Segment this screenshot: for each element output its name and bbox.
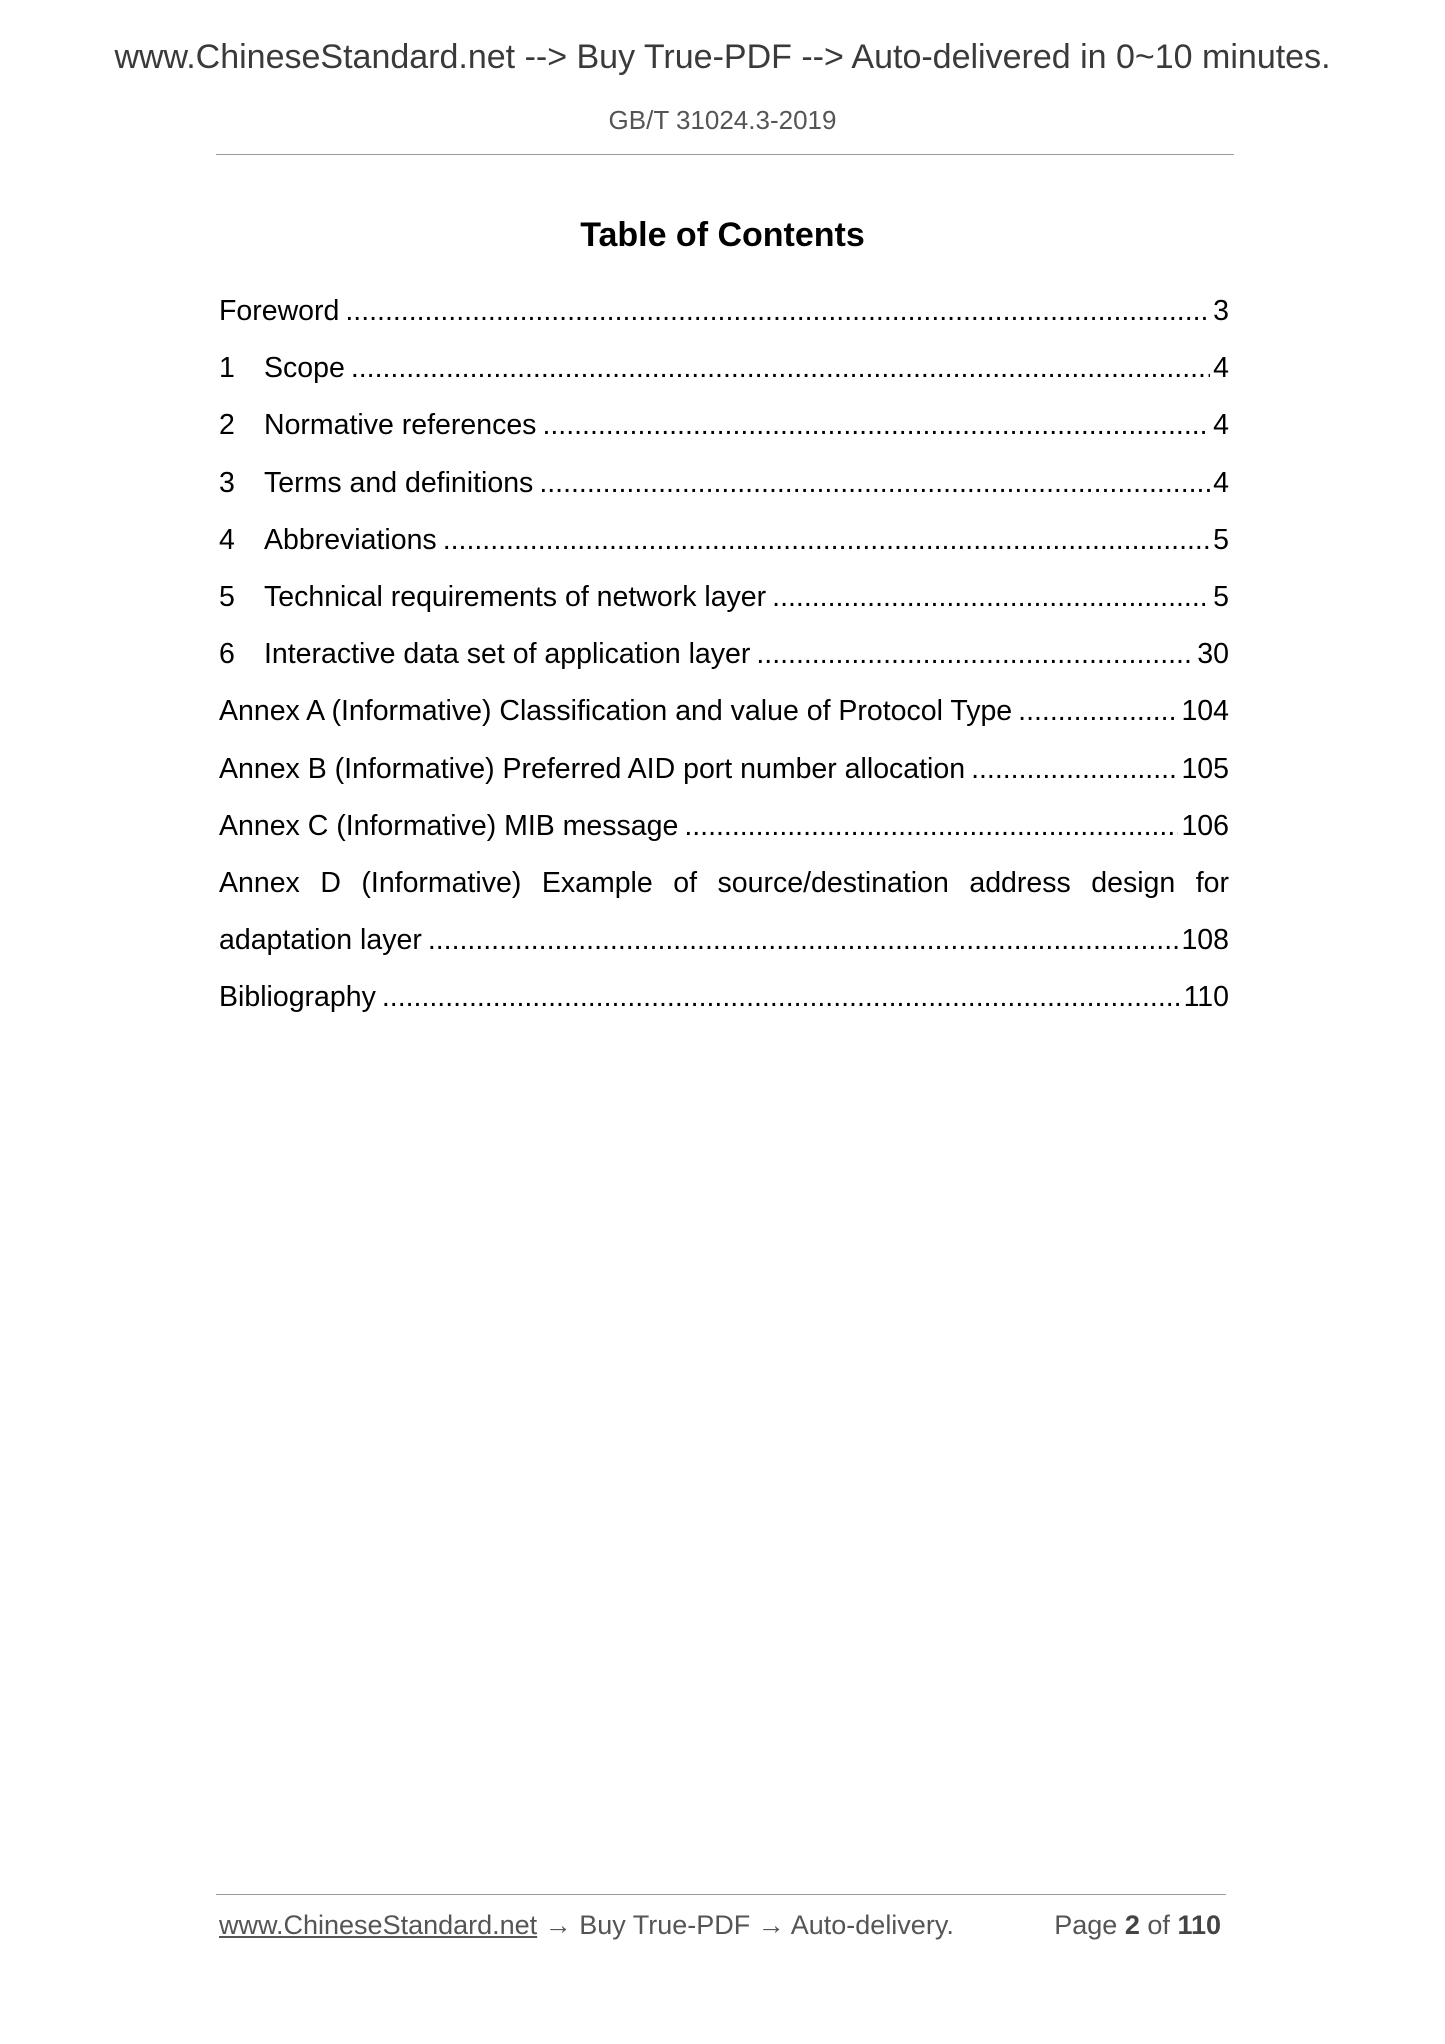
- standard-code: GB/T 31024.3-2019: [608, 105, 837, 135]
- toc-entry-word: Annex: [219, 866, 300, 899]
- toc-entry-page: 110: [1183, 981, 1229, 1014]
- toc-entry-label: Abbreviations: [264, 523, 437, 556]
- toc-entry-label: Bibliography: [219, 981, 376, 1014]
- page-word: Page: [1054, 1910, 1118, 1940]
- toc-entry-number: 6: [219, 638, 235, 671]
- toc-entry-word: D: [320, 866, 341, 899]
- toc-title: Table of Contents: [580, 216, 865, 254]
- dot-leader: [345, 295, 1210, 328]
- toc-entry-page: 5: [1213, 581, 1229, 614]
- toc-entry-number: 5: [219, 581, 235, 614]
- toc-entry-word: for: [1195, 866, 1229, 899]
- toc-entry-page: 104: [1181, 695, 1229, 728]
- toc-entry-label: Foreword: [219, 295, 340, 328]
- toc-entry-annex-a[interactable]: [219, 683, 1229, 740]
- toc-entry-normative-references[interactable]: [219, 397, 1229, 454]
- toc-entry-word: address: [969, 866, 1071, 899]
- table-of-contents: [219, 283, 1229, 1026]
- toc-entry-page: 4: [1213, 409, 1229, 442]
- toc-entry-label: Technical requirements of network layer: [264, 581, 767, 614]
- of-word: of: [1147, 1910, 1170, 1940]
- footer-site-link[interactable]: www.ChineseStandard.net: [219, 1910, 538, 1940]
- toc-entry-foreword[interactable]: [219, 283, 1229, 340]
- dot-leader: [542, 409, 1210, 442]
- toc-entry-scope[interactable]: [219, 340, 1229, 397]
- dot-leader: [351, 352, 1210, 385]
- toc-entry-word: of: [673, 866, 698, 899]
- toc-entry-annex-c[interactable]: [219, 798, 1229, 855]
- header-divider: [216, 154, 1234, 155]
- toc-entry-label: Annex C (Informative) MIB message: [219, 809, 679, 842]
- toc-entry-application-layer[interactable]: [219, 626, 1229, 683]
- toc-entry-number: 4: [219, 523, 235, 556]
- site-banner: www.ChineseStandard.net --> Buy True-PDF --> Auto-delivered in 0~10 minutes.: [114, 38, 1331, 76]
- toc-entry-word: Example: [541, 866, 653, 899]
- toc-entry-page: 5: [1213, 523, 1229, 556]
- toc-entry-label: Annex B (Informative) Preferred AID port number allocation: [219, 752, 966, 785]
- toc-entry-network-layer[interactable]: [219, 569, 1229, 626]
- toc-entry-label-line1: [219, 867, 1229, 900]
- toc-entry-page: 108: [1181, 924, 1229, 957]
- toc-entry-annex-b[interactable]: [219, 741, 1229, 798]
- dot-leader: [684, 810, 1178, 843]
- dot-leader: [971, 753, 1178, 786]
- dot-leader: [1018, 695, 1178, 728]
- dot-leader: [772, 581, 1210, 614]
- toc-entry-annex-d-line1[interactable]: [219, 855, 1229, 912]
- toc-entry-page: 105: [1181, 752, 1229, 785]
- toc-entry-page: 4: [1213, 352, 1229, 385]
- page-number: [1054, 1910, 1221, 1941]
- toc-entry-word: design: [1091, 866, 1176, 899]
- footer-promo-text: → Buy True-PDF → Auto-delivery.: [537, 1910, 954, 1940]
- toc-entry-label: Terms and definitions: [264, 466, 534, 499]
- toc-entry-label: Scope: [264, 352, 345, 385]
- toc-entry-word: source/destination: [717, 866, 949, 899]
- footer-promo: [219, 1910, 954, 1941]
- toc-entry-page: 4: [1213, 466, 1229, 499]
- toc-entry-annex-d[interactable]: [219, 912, 1229, 969]
- toc-entry-label: Interactive data set of application layer: [264, 638, 751, 671]
- toc-entry-word: (Informative): [361, 866, 522, 899]
- toc-entry-label: Normative references: [264, 409, 537, 442]
- current-page: 2: [1124, 1910, 1140, 1940]
- toc-entry-page: 3: [1213, 295, 1229, 328]
- dot-leader: [382, 981, 1181, 1014]
- toc-entry-page: 106: [1181, 809, 1229, 842]
- toc-entry-label: Annex A (Informative) Classification and value of Protocol Type: [219, 695, 1013, 728]
- toc-entry-number: 2: [219, 409, 235, 442]
- dot-leader: [539, 467, 1210, 500]
- toc-entry-abbreviations[interactable]: [219, 512, 1229, 569]
- toc-entry-label: adaptation layer: [219, 924, 422, 957]
- toc-entry-number: 3: [219, 466, 235, 499]
- toc-entry-terms-and-definitions[interactable]: [219, 455, 1229, 512]
- toc-entry-page: 30: [1197, 638, 1229, 671]
- dot-leader: [443, 524, 1210, 557]
- dot-leader: [756, 638, 1194, 671]
- total-pages: 110: [1177, 1910, 1221, 1940]
- footer-divider: [216, 1894, 1226, 1895]
- toc-entry-number: 1: [219, 352, 235, 385]
- toc-entry-bibliography[interactable]: [219, 969, 1229, 1026]
- dot-leader: [428, 924, 1179, 957]
